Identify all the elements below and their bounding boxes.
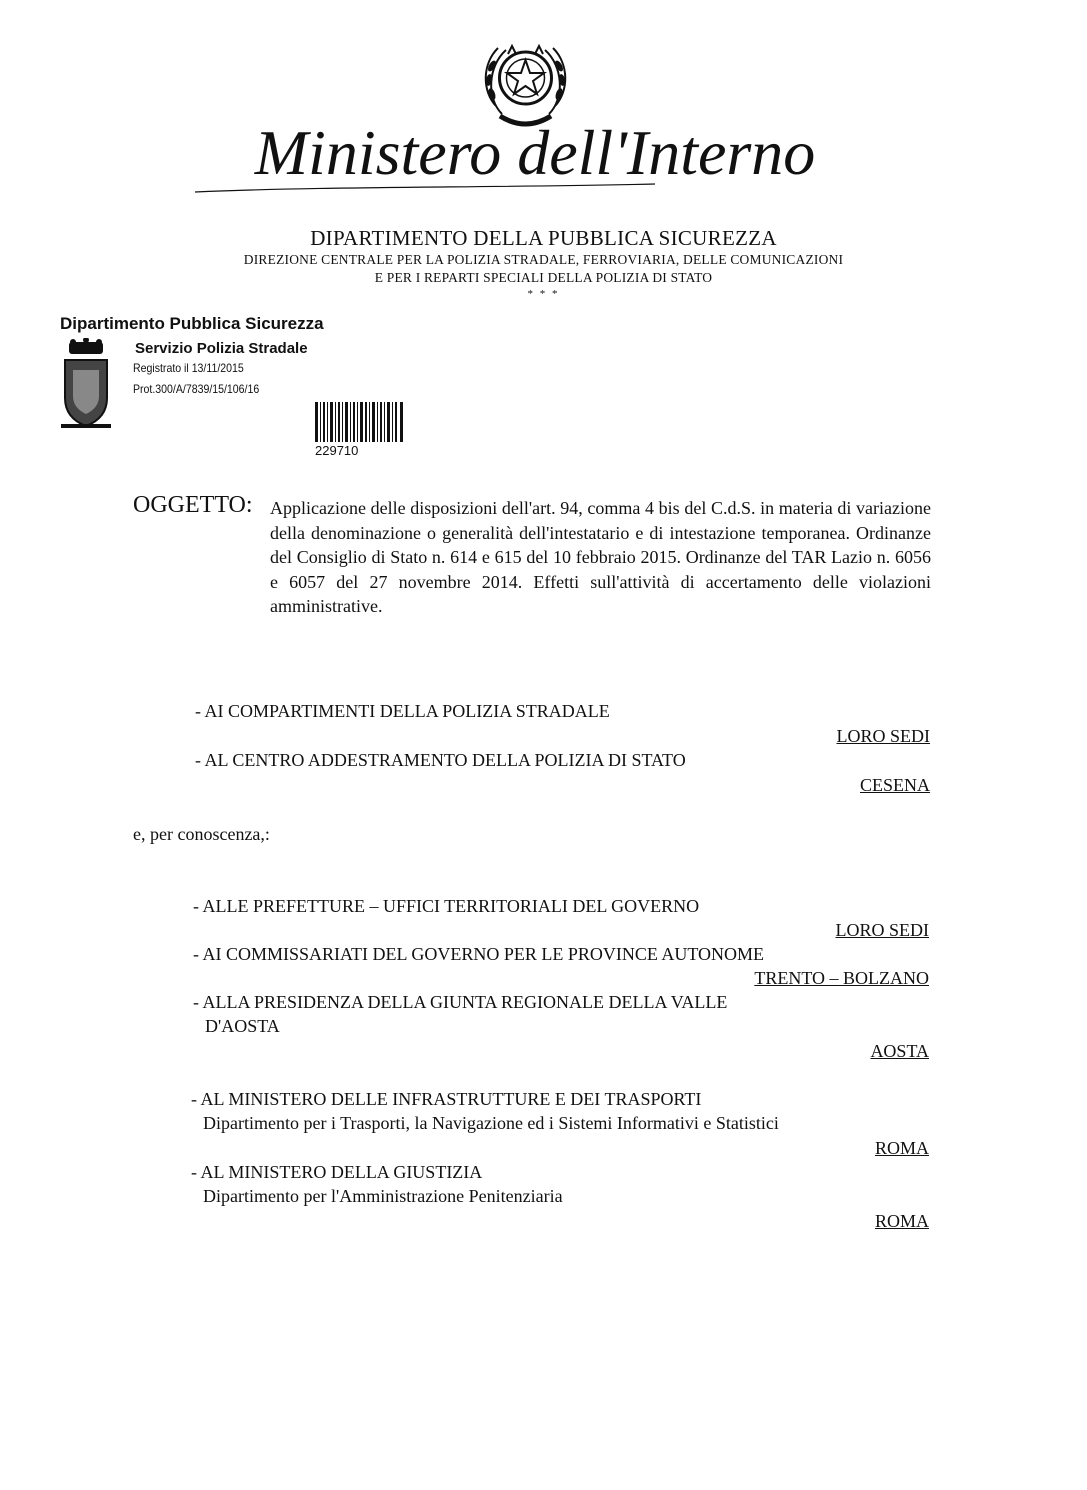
recipient-giustizia-line-1: - AL MINISTERO DELLA GIUSTIZIA — [191, 1162, 483, 1182]
ministry-heading — [185, 108, 885, 198]
barcode-number: 229710 — [315, 443, 359, 458]
recipient-giunta-line-2: D'AOSTA — [205, 1016, 280, 1036]
recipient-compartimenti-place: LORO SEDI — [836, 726, 930, 746]
subject-text: Applicazione delle disposizioni dell'art. 94, comma 4 bis del C.d.S. in materia di variazione della denominazione o generalità dell'intestatario e di intestazione temporanea. Ordinanze del Consiglio di Stato n. 614 e 615 del 10 febbraio 2015. Ordinanze del TAR Lazio n. 6056 e 6057 del 27 novembre 2014. Effetti sull'attività di accertamento delle violazioni amministrative. — [270, 498, 931, 616]
recipient-giustizia-place: ROMA — [874, 1211, 929, 1231]
recipient-prefetture: - ALLE PREFETTURE – UFFICI TERRITORIALI DEL GOVERNO — [193, 896, 700, 916]
recipient-giunta-line-1: - ALLA PRESIDENZA DELLA GIUNTA REGIONALE DELLA VALLE — [193, 992, 728, 1012]
stamp-protocol: Prot.300/A/7839/15/106/16 — [133, 382, 260, 396]
police-crest-icon — [57, 338, 115, 432]
recipient-centro-addestramento: - AL CENTRO ADDESTRAMENTO DELLA POLIZIA DI STATO — [195, 750, 686, 770]
direction-line-2: E PER I REPARTI SPECIALI DELLA POLIZIA DI STATO — [374, 270, 713, 285]
recipient-commissariati-place: TRENTO – BOLZANO — [754, 968, 929, 988]
recipient-infrastrutture-line-1: - AL MINISTERO DELLE INFRASTRUTTURE E DEI TRASPORTI — [191, 1089, 702, 1109]
svg-text:Ministero dell'Interno: Ministero dell'Interno — [254, 117, 816, 188]
cc-label: e, per conoscenza,: — [133, 824, 270, 844]
recipient-infrastrutture-place: ROMA — [874, 1138, 929, 1158]
barcode-icon — [315, 402, 403, 442]
stamp-registered: Registrato il 13/11/2015 — [133, 361, 244, 375]
direction-line-1: DIREZIONE CENTRALE PER LA POLIZIA STRADALE, FERROVIARIA, DELLE COMUNICAZIONI — [243, 252, 844, 267]
recipient-prefetture-place: LORO SEDI — [835, 920, 929, 940]
subject-label: OGGETTO: — [133, 492, 253, 518]
recipient-giustizia-line-2: Dipartimento per l'Amministrazione Penitenziaria — [203, 1186, 563, 1206]
stamp-service: Servizio Polizia Stradale — [135, 340, 308, 357]
recipient-infrastrutture-line-2: Dipartimento per i Trasporti, la Navigazione ed i Sistemi Informativi e Statistici — [203, 1113, 779, 1133]
recipient-centro-place: CESENA — [859, 775, 930, 795]
recipient-commissariati: - AI COMMISSARIATI DEL GOVERNO PER LE PROVINCE AUTONOME — [193, 944, 765, 964]
department-title: DIPARTIMENTO DELLA PUBBLICA SICUREZZA — [310, 226, 777, 250]
separator-stars: * * * — [527, 288, 560, 300]
stamp-title: Dipartimento Pubblica Sicurezza — [60, 314, 324, 333]
recipient-compartimenti: - AI COMPARTIMENTI DELLA POLIZIA STRADALE — [195, 701, 610, 721]
recipient-giunta-place: AOSTA — [870, 1041, 929, 1061]
